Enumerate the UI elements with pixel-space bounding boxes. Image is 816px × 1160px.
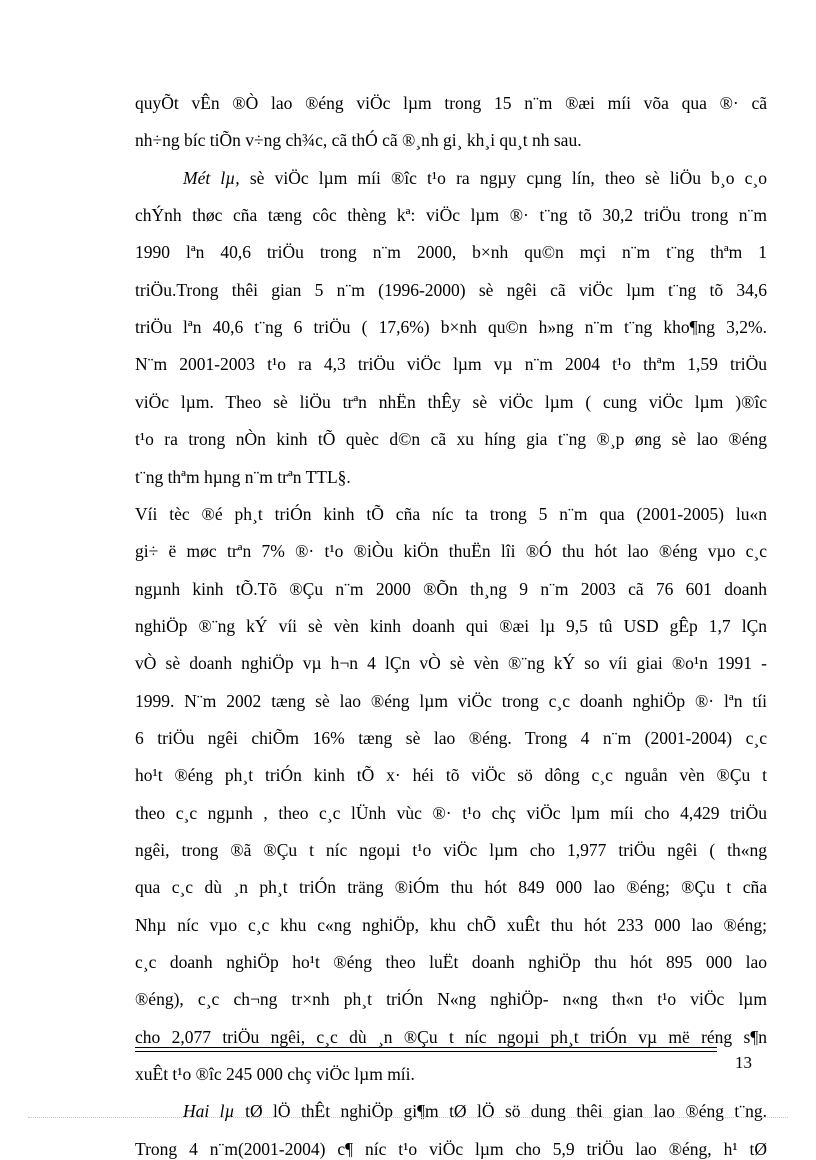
- text-line: [135, 391, 767, 413]
- text-line: [135, 129, 767, 151]
- line-text: triÖu.Trong thêi gian 5 n¨m (1996-2000) sè ngêi cã viÖc lµm t¨ng tõ 34,6: [135, 279, 767, 300]
- text-line: [135, 727, 767, 749]
- text-line: [135, 988, 767, 1010]
- text-line: [135, 1138, 767, 1160]
- page-number: 13: [735, 1053, 752, 1072]
- line-text: Víi tèc ®é ph¸t triÓn kinh tÕ cña níc ta trong 5 n¨m qua (2001-2005) lu«n: [135, 503, 767, 524]
- page-bottom-border: [28, 1117, 788, 1118]
- line-text: t¹o ra trong nÒn kinh tÕ quèc d©n cã xu híng gia t¨ng ®¸p øng sè lao ®éng: [135, 429, 767, 450]
- line-text: Trong 4 n¨m(2001-2004) c¶ níc t¹o viÖc lµm cho 5,9 triÖu lao ®éng, h¹ tØ: [135, 1138, 767, 1159]
- text-line: [135, 690, 767, 712]
- italic-lead: Hai lµ: [183, 1101, 235, 1122]
- text-line: [135, 578, 767, 600]
- footer-rule-top: [135, 1047, 717, 1048]
- line-text: viÖc lµm. Theo sè liÖu trªn nhËn thÊy sè viÖc lµm ( cung viÖc lµm )®îc: [135, 391, 767, 412]
- line-text: tØ lÖ thÊt nghiÖp gi¶m tØ lÖ sö dung thêi gian lao ®éng t¨ng.: [234, 1101, 767, 1122]
- text-line: [135, 1026, 767, 1048]
- text-line: [135, 764, 767, 786]
- line-text: 1999. N¨m 2002 tæng sè lao ®éng lµm viÖc trong c¸c doanh nghiÖp ®· lªn tíi: [135, 690, 767, 711]
- text-line: [135, 279, 767, 301]
- text-line: [135, 951, 767, 973]
- line-text: 1990 lªn 40,6 triÖu trong n¨m 2000, b×nh qu©n mçi n¨m t¨ng thªm 1: [135, 242, 767, 263]
- footer-rule-bottom: [135, 1051, 717, 1052]
- line-text: t¨ng thªm hµng n¨m trªn TTL§.: [135, 466, 351, 487]
- text-line: [135, 167, 767, 189]
- line-text: theo c¸c ngµnh , theo c¸c lÜnh vùc ®· t¹o chç viÖc lµm míi cho 4,429 triÖu: [135, 802, 767, 823]
- line-text: nghiÖp ®¨ng kÝ víi sè vèn kinh doanh qui ®æi lµ 9,5 tû USD gÊp 1,7 lÇn: [135, 615, 767, 636]
- text-line: [135, 241, 767, 263]
- text-line: [135, 316, 767, 338]
- line-text: Nhµ níc vµo c¸c khu c«ng nghiÖp, khu chÕ xuÊt thu hót 233 000 lao ®éng;: [135, 914, 767, 935]
- line-text: gi÷ ë møc trªn 7% ®· t¹o ®iÒu kiÖn thuËn lîi ®Ó thu hót lao ®éng vµo c¸c: [135, 541, 767, 562]
- text-line: [135, 802, 767, 824]
- line-text: qua c¸c dù ¸n ph¸t triÓn träng ®iÓm thu hót 849 000 lao ®éng; ®Çu t cña: [135, 877, 767, 898]
- line-text: cho 2,077 triÖu ngêi, c¸c dù ¸n ®Çu t níc ngoµi ph¸t triÓn vµ më réng s¶n: [135, 1026, 767, 1047]
- text-line: [135, 540, 767, 562]
- line-text: nh÷ng bíc tiÕn v÷ng ch¾c, cã thÓ cã ®¸nh gi¸ kh¸i qu¸t nh sau.: [135, 130, 582, 151]
- text-line: [135, 353, 767, 375]
- line-text: c¸c doanh nghiÖp ho¹t ®éng theo luËt doanh nghiÖp thu hót 895 000 lao: [135, 952, 767, 973]
- text-line: [135, 428, 767, 450]
- line-text: ®éng), c¸c ch¬ng tr×nh ph¸t triÓn N«ng nghiÖp- n«ng th«n t¹o viÖc lµm: [135, 989, 767, 1010]
- line-text: xuÊt t¹o ®îc 245 000 chç viÖc lµm míi.: [135, 1064, 415, 1085]
- text-line: [135, 204, 767, 226]
- text-line: [135, 914, 767, 936]
- text-line: [135, 1063, 767, 1085]
- text-line: [135, 615, 767, 637]
- line-text: N¨m 2001-2003 t¹o ra 4,3 triÖu viÖc lµm vµ n¨m 2004 t¹o thªm 1,59 triÖu: [135, 354, 767, 375]
- text-line: [135, 839, 767, 861]
- italic-lead: Mét lµ,: [183, 167, 240, 188]
- line-text: sè viÖc lµm míi ®îc t¹o ra ngµy cµng lín, theo sè liÖu b¸o c¸o: [239, 167, 767, 188]
- line-text: vÒ sè doanh nghiÖp vµ h¬n 4 lÇn vÒ sè vèn ®¨ng kÝ so víi giai ®o¹n 1991 -: [135, 653, 767, 674]
- text-line: [135, 92, 767, 114]
- line-text: triÖu lªn 40,6 t¨ng 6 triÖu ( 17,6%) b×nh qu©n h»ng n¨m t¨ng kho¶ng 3,2%.: [135, 317, 767, 338]
- text-line: [135, 503, 767, 525]
- line-text: ngêi, trong ®ã ®Çu t níc ngoµi t¹o viÖc lµm cho 1,977 triÖu ngêi ( th«ng: [135, 840, 767, 860]
- line-text: ngµnh kinh tÕ.Tõ ®Çu n¨m 2000 ®Õn th¸ng 9 n¨m 2003 cã 76 601 doanh: [135, 578, 767, 599]
- text-line: [135, 876, 767, 898]
- line-text: ho¹t ®éng ph¸t triÓn kinh tÕ x· héi tõ viÖc sö dông c¸c nguån vèn ®Çu t: [135, 765, 767, 786]
- text-line: [135, 466, 767, 488]
- line-text: 6 triÖu ngêi chiÕm 16% tæng sè lao ®éng. Trong 4 n¨m (2001-2004) c¸c: [135, 727, 767, 748]
- text-line: [135, 652, 767, 674]
- text-line: [135, 1100, 767, 1122]
- line-text: quyÕt vÊn ®Ò lao ®éng viÖc lµm trong 15 n¨m ®æi míi võa qua ®· cã: [135, 93, 767, 113]
- line-text: chÝnh thøc cña tæng côc thèng kª: viÖc lµm ®· t¨ng tõ 30,2 triÖu trong n¨m: [135, 205, 767, 226]
